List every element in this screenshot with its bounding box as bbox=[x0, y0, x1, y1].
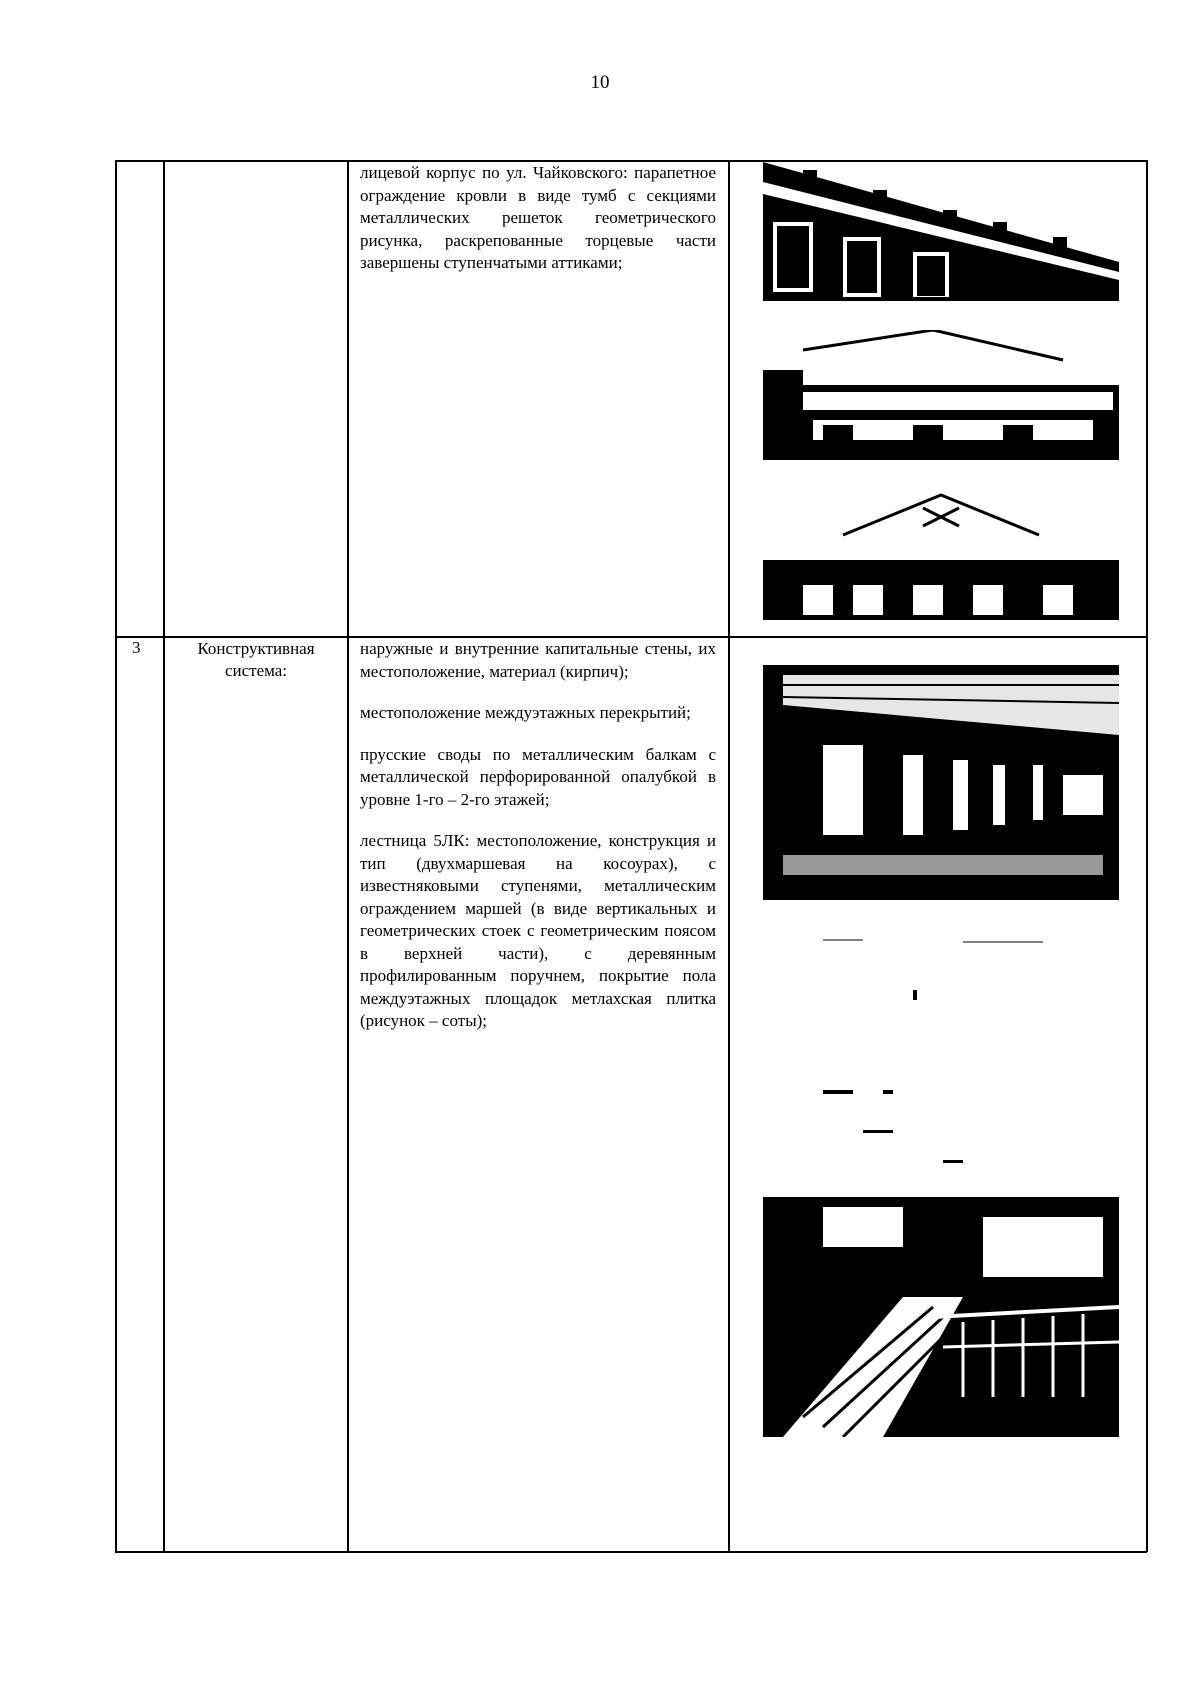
vaulted-ceiling-photo bbox=[763, 665, 1119, 900]
table-border-bottom bbox=[115, 1551, 1147, 1553]
stepped-attic-photo bbox=[763, 330, 1119, 460]
faint-photo bbox=[763, 930, 1119, 1170]
section-title: Конструктивная система: bbox=[197, 639, 315, 680]
description-paragraph: лицевой корпус по ул. Чайковского: парапетное ограждение кровли в виде тумб с секциями металлических решеток геометрического рисунка, раскрепованные торцевые части завершены ступенчатыми аттиками; bbox=[360, 163, 716, 272]
description-paragraph: прусские своды по металлическим балкам с металлической перфорированной опалубкой в уровне 1-го – 2-го этажей; bbox=[360, 744, 716, 809]
description-paragraph: местоположение междуэтажных перекрытий; bbox=[360, 703, 691, 722]
document-table bbox=[115, 160, 1147, 1552]
pediment-photo bbox=[763, 490, 1119, 620]
table-col-divider-2 bbox=[347, 160, 349, 1552]
table-border-right bbox=[1146, 160, 1148, 1552]
staircase-photo bbox=[763, 1197, 1119, 1437]
description-cell bbox=[360, 162, 716, 294]
facade-parapet-photo bbox=[763, 162, 1119, 301]
table-col-divider-3 bbox=[728, 160, 730, 1552]
row-number: 3 bbox=[132, 638, 141, 657]
page-number: 10 bbox=[590, 72, 610, 93]
table-col-divider-1 bbox=[163, 160, 165, 1552]
description-paragraph: наружные и внутренние капитальные стены, их местоположение, материал (кирпич); bbox=[360, 639, 716, 681]
description-cell bbox=[360, 638, 716, 1052]
description-paragraph: лестница 5ЛК: местоположение, конструкция и тип (двухмаршевая на косоурах), с известняковыми ступенями, металлическим ограждением маршей (в виде вертикальных и геометрических стоек с геометрическим поясом в верхней части), с деревянным профилированным поручнем, покрытие пола междуэтажных площадок метлахская плитка (рисунок – соты); bbox=[360, 831, 716, 1030]
table-border-left bbox=[115, 160, 117, 1552]
